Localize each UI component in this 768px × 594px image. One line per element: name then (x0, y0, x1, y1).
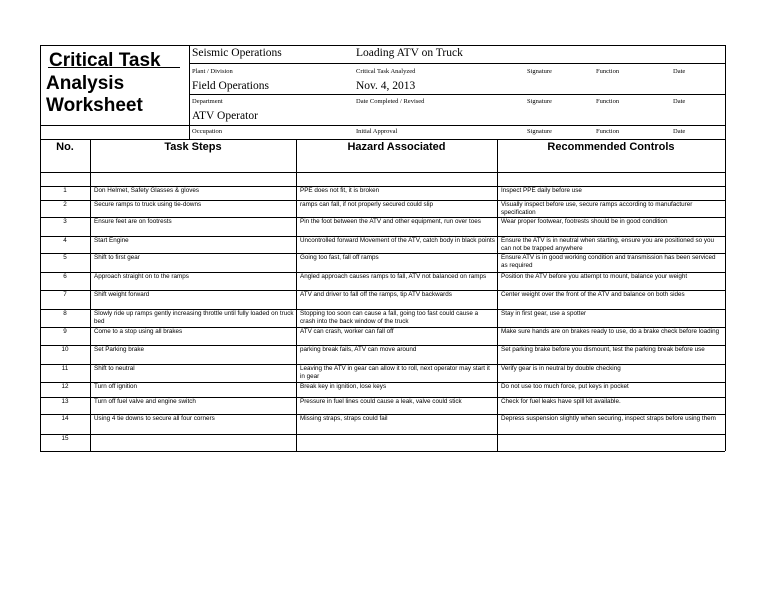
header-divider-1 (190, 63, 726, 64)
task-step-cell: Set Parking brake (94, 346, 145, 353)
title-column-border (189, 45, 190, 139)
department-label: Department (192, 98, 223, 105)
occupation-label: Occupation (192, 128, 222, 135)
column-header-hazards: Hazard Associated (347, 141, 446, 153)
hazard-cell: ATV and driver to fall off the ramps, tip ATV backwards (300, 291, 452, 298)
row-number: 6 (63, 273, 67, 280)
control-cell: Check for fuel leaks have spill kit available. (501, 398, 621, 405)
row-number: 10 (61, 346, 69, 353)
header-divider-2 (190, 94, 726, 95)
task-step-cell: Ensure feet are on footrests (94, 218, 172, 225)
initial-approval-label: Initial Approval (356, 128, 398, 135)
hazard-cell: Going too fast, fall off ramps (300, 254, 379, 261)
hazard-cell: ramps can fall, if not properly secured could slip (300, 201, 433, 208)
hazard-cell (300, 435, 495, 451)
operation-name: Seismic Operations (192, 47, 282, 59)
function-label-3: Function (596, 128, 620, 135)
function-label-1: Function (596, 68, 620, 75)
row-number: 1 (63, 187, 67, 194)
signature-label-2: Signature (527, 98, 552, 105)
control-cell: Ensure the ATV is in neutral when starting, ensure you are positioned so you can not be trapped anywhere (501, 237, 715, 253)
hazard-cell: Pressure in fuel lines could cause a leak, valve could stick (300, 398, 462, 405)
worksheet-title-line-1: Critical Task (49, 50, 161, 71)
row-number: 11 (61, 365, 69, 372)
column-header-no: No. (56, 141, 74, 153)
task-step-cell: Don Helmet, Safety Glasses & gloves (94, 187, 199, 194)
row-number: 13 (61, 398, 69, 405)
date-label-2: Date (673, 98, 686, 105)
date-completed-value: Nov. 4, 2013 (356, 80, 416, 92)
row-number: 7 (63, 291, 67, 298)
control-cell: Ensure ATV is in good working condition and transmission has been serviced as required (501, 254, 716, 270)
task-step-cell: Shift to neutral (94, 365, 135, 372)
department-value: ATV Operator (192, 110, 258, 122)
date-completed-label: Date Completed / Revised (356, 98, 425, 105)
control-cell: Center weight over the front of the ATV and balance on both sides (501, 291, 685, 298)
hazard-cell: Break key in ignition, lose keys (300, 383, 387, 390)
control-cell: Make sure hands are on brakes ready to use, do a brake check before loading (501, 328, 720, 335)
row-divider (40, 451, 725, 452)
row-number: 9 (63, 328, 67, 335)
date-label-3: Date (673, 128, 686, 135)
hazard-cell: Pin the foot between the ATV and other equipment, run over toes (300, 218, 481, 225)
row-number: 14 (61, 415, 69, 422)
control-cell: Do not use too much force, put keys in pocket (501, 383, 629, 390)
control-cell: Inspect PPE daily before use (501, 187, 582, 194)
control-cell: Wear proper footwear, footrests should be in good condition (501, 218, 668, 225)
hazard-cell: Uncontrolled forward Movement of the ATV, catch body in black points (300, 237, 495, 244)
task-step-cell: Slowly ride up ramps gently increasing throttle until fully loaded on truck bed (94, 310, 294, 326)
critical-task-label: Critical Task Analyzed (356, 68, 416, 75)
task-step-cell: Come to a stop using all brakes (94, 328, 183, 335)
hazard-cell: Missing straps, straps could fail (300, 415, 388, 422)
control-cell: Depress suspension slightly when securing, inspect straps before using them (501, 415, 716, 422)
date-label-1: Date (673, 68, 686, 75)
hazard-cell: PPE does not fit, it is broken (300, 187, 380, 194)
task-step-cell: Using 4 tie downs to secure all four corners (94, 415, 215, 422)
hazard-cell: Angled approach causes ramps to fall, ATV not balanced on ramps (300, 273, 487, 280)
task-step-cell: Shift weight forward (94, 291, 150, 298)
control-cell (501, 435, 723, 451)
control-cell: Verify gear is in neutral by double checking (501, 365, 621, 372)
task-step-cell: Start Engine (94, 237, 129, 244)
column-header-controls: Recommended Controls (547, 141, 675, 153)
task-step-cell (94, 435, 294, 451)
signature-label-3: Signature (527, 128, 552, 135)
hazard-cell: Stopping too soon can cause a fall, going too fast could cause a crash into the back window of the truck (300, 310, 479, 326)
row-number: 12 (61, 383, 69, 390)
hazard-cell: ATV can crash, worker can fall off (300, 328, 394, 335)
table-border-top (40, 45, 726, 46)
function-label-2: Function (596, 98, 620, 105)
control-cell: Stay in first gear, use a spotter (501, 310, 587, 317)
control-cell: Set parking brake before you dismount, test the parking break before use (501, 346, 705, 353)
task-step-cell: Turn off fuel valve and engine switch (94, 398, 196, 405)
plant-division-value: Field Operations (192, 80, 269, 92)
plant-division-label: Plant / Division (192, 68, 233, 75)
header-divider-3 (40, 125, 726, 126)
task-name: Loading ATV on Truck (356, 47, 463, 59)
table-border-right (725, 45, 726, 451)
row-number: 2 (63, 201, 67, 208)
hazard-cell: parking break fails, ATV can move around (300, 346, 417, 353)
column-header-task-steps: Task Steps (164, 141, 222, 153)
task-step-cell: Turn off ignition (94, 383, 138, 390)
control-cell: Visually inspect before use, secure ramps according to manufacturer specification (501, 201, 693, 217)
task-step-cell: Secure ramps to truck using tie-downs (94, 201, 202, 208)
row-divider (40, 172, 725, 173)
worksheet-title-line-2: Analysis (46, 73, 125, 94)
row-number: 3 (63, 218, 67, 225)
worksheet-title-line-3: Worksheet (46, 95, 143, 116)
row-number: 15 (61, 435, 69, 442)
signature-label-1: Signature (527, 68, 552, 75)
header-divider-4 (40, 139, 726, 140)
task-step-cell: Approach straight on to the ramps (94, 273, 189, 280)
row-number: 4 (63, 237, 67, 244)
row-number: 8 (63, 310, 67, 317)
row-number: 5 (63, 254, 67, 261)
hazard-cell: Leaving the ATV in gear can allow it to roll, next operator may start it in gear (300, 365, 490, 381)
task-step-cell: Shift to first gear (94, 254, 140, 261)
control-cell: Position the ATV before you attempt to mount, balance your weight (501, 273, 688, 280)
